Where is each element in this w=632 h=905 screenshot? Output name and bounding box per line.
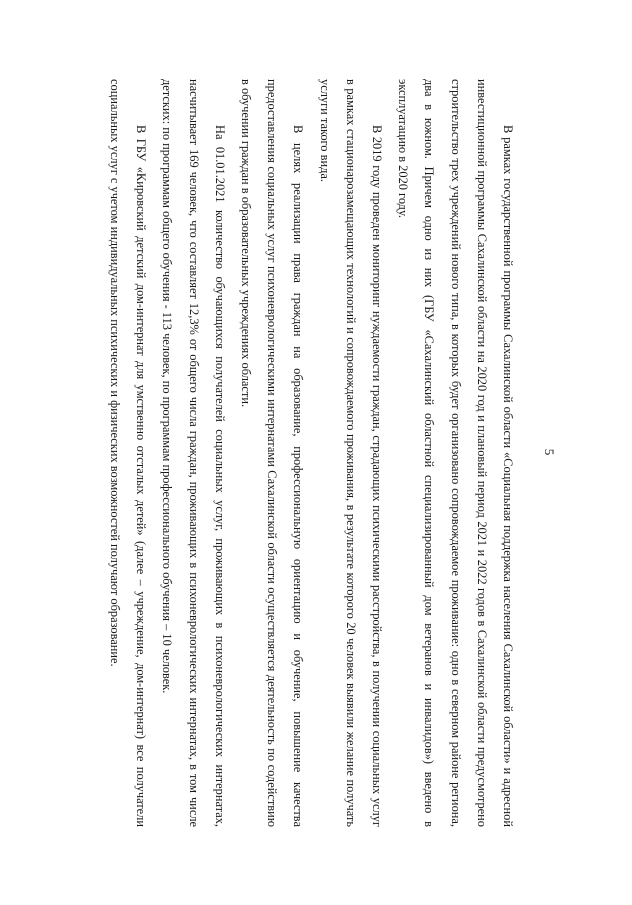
paragraph: В целях реализации права граждан на образование, профессиональную ориентацию и обучение, повышение качества предоставления социальных услуг психоневрологическими интернатами Сахалинской области осуществляется деятельность по содействию в обучении граждан в образовательных учреждениях области. (238, 79, 306, 827)
paragraph: В 2019 году проведен мониторинг нуждаемости граждан, страдающих психическими расстройства, в получении социальных услуг в рамках стационарозамещающих технологий и сопровождаемого проживания, в результате которого 20 человек выявили желание получать услуги такого вида. (317, 79, 384, 827)
rotated-content (71, 57, 561, 847)
paragraph: В ГБУ «Кировский детский дом-интернат для умственно отсталых детей» (далее – учреждение, дом-интернат) все получатели социальных услуг с учетом индивидуальных психических и физических возможностей получают образование. (107, 79, 149, 827)
paragraph: В рамках государственной программы Сахалинской области «Социальная поддержка населения Сахалинской области» и адресной инвестиционной программы Сахалинской области на 2020 год и плановый период 2021 и 2022 годов в Сахалинской области предусмотрено строительство трех учреждений нового типа, в которых будет организовано сопровождаемое проживание: одно в северном районе региона, два в южном. Причем одно из них (ГБУ «Сахалинский областной специализированный дом ветеранов и инвалидов») введено в эксплуатацию в 2020 году. (396, 79, 515, 827)
paragraph: На 01.01.2021 количество обучающихся получателей социальных услуг, проживающих в психоневрологических интернатах, насчитывает 169 человек, что составляет 12,3% от общего числа граждан, проживающих в психоневрологических интернатах, в том числе детских: по программам общего обучения - 113 человек, по программам профессионального обучения – 10 человек. (160, 79, 227, 827)
body-text (102, 79, 521, 827)
page-number: 5 (542, 448, 557, 456)
